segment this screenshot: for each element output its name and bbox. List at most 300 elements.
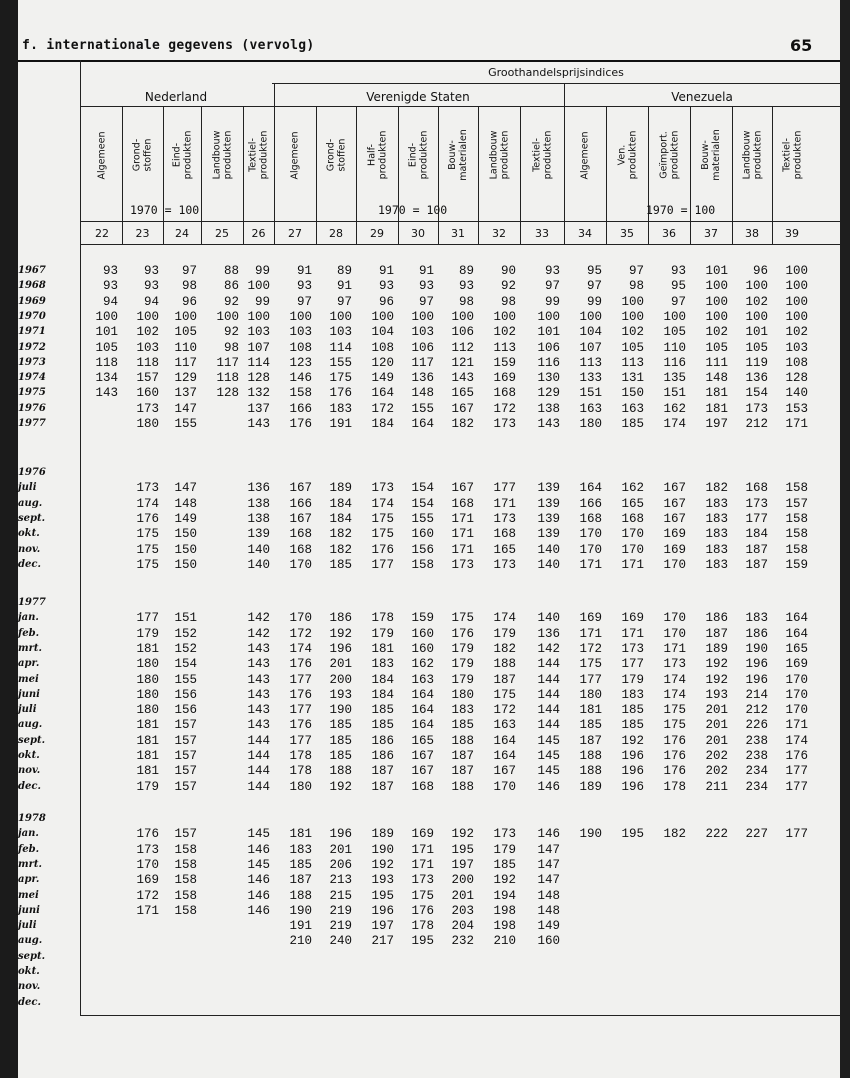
table-cell: 147	[537, 873, 560, 888]
table-cell: 157	[174, 749, 197, 763]
table-cell: 195	[451, 842, 474, 857]
table-cell: 168	[289, 527, 312, 542]
table-cell: 193	[371, 873, 394, 888]
table-cell: 143	[537, 417, 560, 431]
table-cell: 93	[143, 279, 159, 294]
table-cell: 176	[785, 749, 808, 763]
country-heading-nederland: Nederland	[144, 90, 208, 104]
column-number: 36	[662, 227, 676, 240]
table-cell: 192	[329, 626, 352, 641]
group-heading: Groothandelsprijsindices	[488, 66, 624, 79]
table-cell: 130	[537, 371, 560, 386]
table-cell: 194	[493, 888, 516, 903]
table-cell: 128	[216, 386, 239, 401]
table-cell: 189	[579, 779, 602, 794]
table-cell: 146	[247, 873, 270, 888]
column-number: 29	[370, 227, 384, 240]
table-cell: 106	[411, 340, 434, 355]
table-cell: 114	[247, 355, 270, 370]
table-cell: 174	[493, 611, 516, 626]
table-cell: 181	[289, 827, 312, 842]
table-cell: 175	[451, 611, 474, 626]
table-cell: 173	[493, 511, 516, 526]
table-cell: 158	[785, 481, 808, 496]
table-cell: 195	[411, 934, 434, 949]
table-cell: 177	[493, 481, 516, 496]
table-cell: 100	[371, 309, 394, 324]
column-header	[520, 108, 564, 202]
table-cell: 164	[411, 703, 434, 718]
table-cell: 185	[289, 857, 312, 872]
table-cell: 178	[371, 611, 394, 626]
table-cell: 145	[537, 749, 560, 763]
table-cell: 168	[289, 542, 312, 557]
table-cell: 94	[143, 294, 159, 309]
table-cell: 177	[136, 611, 159, 626]
table-cell: 188	[579, 764, 602, 779]
table-cell: 96	[378, 294, 394, 309]
table-cell: 133	[579, 371, 602, 386]
table-cell: 139	[537, 511, 560, 526]
table-cell: 144	[247, 733, 270, 748]
table-cell: 103	[247, 325, 270, 340]
table-cell: 177	[289, 672, 312, 687]
table-cell: 123	[289, 355, 312, 370]
table-cell: 166	[579, 496, 602, 511]
row-label: 1971	[18, 326, 46, 338]
table-cell: 174	[663, 417, 686, 431]
table-cell: 150	[174, 527, 197, 542]
table-cell: 187	[705, 626, 728, 641]
table-cell: 184	[371, 687, 394, 702]
table-cell: 94	[102, 294, 118, 309]
table-cell: 164	[411, 687, 434, 702]
table-cell: 176	[289, 417, 312, 431]
table-cell: 114	[329, 340, 352, 355]
table-cell: 151	[663, 386, 686, 401]
table-cell: 185	[451, 718, 474, 733]
table-cell: 187	[289, 873, 312, 888]
table-cell: 164	[785, 611, 808, 626]
table-cell: 97	[336, 294, 352, 309]
table-cell: 169	[621, 611, 644, 626]
row-label: 1968	[18, 280, 46, 292]
table-cell: 163	[411, 672, 434, 687]
table-cell: 100	[745, 309, 768, 324]
table-cell: 159	[493, 355, 516, 370]
table-cell: 148	[537, 903, 560, 918]
table-cell: 189	[705, 641, 728, 656]
row-label: mei	[18, 889, 39, 901]
table-cell: 148	[537, 888, 560, 903]
table-cell: 187	[451, 764, 474, 779]
table-cell: 174	[663, 687, 686, 702]
column-header-label: Ven. produkten	[616, 130, 638, 180]
table-cell: 100	[785, 294, 808, 309]
table-cell: 165	[451, 386, 474, 401]
table-cell: 196	[621, 764, 644, 779]
table-cell: 176	[136, 511, 159, 526]
column-number: 37	[704, 227, 718, 240]
row-label: dec.	[18, 558, 41, 570]
table-cell: 146	[537, 827, 560, 842]
table-cell: 172	[136, 888, 159, 903]
column-header	[564, 108, 606, 202]
table-cell: 98	[181, 279, 197, 294]
table-cell: 171	[451, 527, 474, 542]
table-cell: 175	[663, 703, 686, 718]
table-cell: 177	[785, 779, 808, 794]
table-cell: 97	[296, 294, 312, 309]
table-cell: 101	[537, 325, 560, 340]
base-year-nederland: 1970 = 100	[130, 203, 200, 217]
table-cell: 92	[223, 294, 239, 309]
table-cell: 181	[705, 386, 728, 401]
table-cell: 170	[785, 687, 808, 702]
table-cell: 113	[579, 355, 602, 370]
table-cell: 192	[371, 857, 394, 872]
table-cell: 202	[705, 764, 728, 779]
table-cell: 186	[745, 626, 768, 641]
table-cell: 129	[174, 371, 197, 386]
table-cell: 175	[136, 542, 159, 557]
table-cell: 181	[705, 401, 728, 416]
table-cell: 158	[785, 542, 808, 557]
table-cell: 105	[705, 340, 728, 355]
table-cell: 148	[174, 496, 197, 511]
table-cell: 185	[329, 718, 352, 733]
table-cell: 103	[411, 325, 434, 340]
table-cell: 102	[745, 294, 768, 309]
table-cell: 144	[247, 749, 270, 763]
table-cell: 164	[371, 386, 394, 401]
table-cell: 164	[493, 733, 516, 748]
table-cell: 170	[621, 527, 644, 542]
table-cell: 156	[174, 703, 197, 718]
table-cell: 100	[537, 309, 560, 324]
table-cell: 182	[663, 827, 686, 842]
table-cell: 93	[143, 264, 159, 278]
table-cell: 103	[329, 325, 352, 340]
table-cell: 179	[621, 672, 644, 687]
table-cell: 182	[329, 527, 352, 542]
table-cell: 150	[174, 557, 197, 572]
table-cell: 171	[663, 641, 686, 656]
table-cell: 103	[785, 340, 808, 355]
table-cell: 201	[705, 718, 728, 733]
table-cell: 181	[136, 718, 159, 733]
table-cell: 190	[371, 842, 394, 857]
table-cell: 171	[493, 496, 516, 511]
table-cell: 98	[458, 294, 474, 309]
table-cell: 188	[493, 657, 516, 672]
table-cell: 93	[296, 279, 312, 294]
table-cell: 181	[136, 764, 159, 779]
row-label: apr.	[18, 874, 40, 886]
colnum-top-rule	[80, 221, 840, 222]
column-header-label: Landbouw produkten	[741, 130, 763, 180]
table-cell: 175	[329, 371, 352, 386]
table-cell: 99	[544, 294, 560, 309]
table-cell: 136	[411, 371, 434, 386]
table-cell: 175	[411, 888, 434, 903]
table-cell: 175	[663, 718, 686, 733]
table-cell: 173	[493, 417, 516, 431]
column-number: 27	[288, 227, 302, 240]
table-cell: 180	[289, 779, 312, 794]
table-cell: 180	[136, 672, 159, 687]
table-cell: 196	[371, 903, 394, 918]
row-label: 1976	[18, 402, 46, 414]
row-label: 1977	[18, 597, 46, 608]
table-cell: 135	[663, 371, 686, 386]
table-cell: 99	[586, 294, 602, 309]
table-cell: 170	[663, 611, 686, 626]
table-cell: 168	[621, 511, 644, 526]
row-label: 1972	[18, 341, 46, 353]
table-cell: 177	[785, 764, 808, 779]
table-cell: 181	[371, 641, 394, 656]
table-cell: 176	[663, 764, 686, 779]
table-cell: 118	[216, 371, 239, 386]
table-cell: 155	[411, 401, 434, 416]
table-cell: 99	[254, 294, 270, 309]
table-cell: 183	[705, 496, 728, 511]
column-header	[243, 108, 274, 202]
table-cell: 197	[451, 857, 474, 872]
table-cell: 188	[289, 888, 312, 903]
table-cell: 164	[411, 417, 434, 431]
table-cell: 100	[705, 279, 728, 294]
table-cell: 182	[451, 417, 474, 431]
table-cell: 100	[95, 309, 118, 324]
table-cell: 178	[411, 919, 434, 934]
column-header-label: Textiel- produkten	[781, 130, 803, 180]
table-cell: 128	[785, 371, 808, 386]
table-cell: 192	[705, 672, 728, 687]
table-cell: 100	[136, 309, 159, 324]
table-cell: 118	[95, 355, 118, 370]
table-cell: 152	[174, 626, 197, 641]
table-cell: 100	[705, 294, 728, 309]
table-cell: 146	[247, 888, 270, 903]
row-label: 1973	[18, 356, 46, 368]
table-cell: 117	[216, 355, 239, 370]
table-cell: 173	[451, 557, 474, 572]
table-cell: 139	[537, 496, 560, 511]
table-cell: 101	[745, 325, 768, 340]
table-cell: 110	[174, 340, 197, 355]
table-cell: 139	[537, 527, 560, 542]
table-cell: 155	[174, 672, 197, 687]
table-cell: 140	[537, 611, 560, 626]
table-cell: 170	[663, 626, 686, 641]
table-cell: 100	[451, 309, 474, 324]
table-cell: 160	[537, 934, 560, 949]
table-cell: 93	[458, 279, 474, 294]
table-cell: 185	[329, 557, 352, 572]
column-number: 33	[535, 227, 549, 240]
table-cell: 166	[289, 496, 312, 511]
table-cell: 165	[621, 496, 644, 511]
table-cell: 110	[663, 340, 686, 355]
table-cell: 186	[705, 611, 728, 626]
table-cell: 211	[705, 779, 728, 794]
table-cell: 227	[745, 827, 768, 842]
table-cell: 168	[493, 527, 516, 542]
table-cell: 163	[621, 401, 644, 416]
table-cell: 89	[336, 264, 352, 278]
table-cell: 190	[329, 703, 352, 718]
table-cell: 190	[579, 827, 602, 842]
table-cell: 184	[371, 417, 394, 431]
table-cell: 168	[411, 779, 434, 794]
table-cell: 226	[745, 718, 768, 733]
table-cell: 143	[247, 718, 270, 733]
table-cell: 100	[705, 309, 728, 324]
table-cell: 183	[705, 542, 728, 557]
table-cell: 179	[493, 626, 516, 641]
table-cell: 170	[579, 542, 602, 557]
table-cell: 167	[663, 481, 686, 496]
column-number: 32	[492, 227, 506, 240]
table-cell: 185	[579, 718, 602, 733]
table-cell: 143	[247, 657, 270, 672]
table-cell: 158	[785, 511, 808, 526]
table-cell: 100	[174, 309, 197, 324]
column-header-label: Algemeen	[289, 131, 301, 179]
table-cell: 159	[411, 611, 434, 626]
row-label: mrt.	[18, 642, 42, 654]
table-cell: 117	[411, 355, 434, 370]
table-cell: 181	[136, 733, 159, 748]
table-cell: 108	[289, 340, 312, 355]
table-cell: 106	[451, 325, 474, 340]
table-cell: 164	[785, 626, 808, 641]
table-cell: 173	[411, 873, 434, 888]
table-cell: 186	[371, 733, 394, 748]
table-cell: 183	[289, 842, 312, 857]
table-cell: 154	[745, 386, 768, 401]
table-cell: 196	[621, 749, 644, 763]
table-cell: 158	[174, 903, 197, 918]
table-cell: 184	[329, 511, 352, 526]
table-cell: 168	[493, 386, 516, 401]
table-cell: 176	[411, 903, 434, 918]
table-cell: 158	[289, 386, 312, 401]
column-header	[690, 108, 732, 202]
row-label: 1975	[18, 387, 46, 399]
table-cell: 100	[579, 309, 602, 324]
column-header-label: Textiel- produkten	[247, 130, 270, 180]
row-label: sept.	[18, 950, 46, 962]
country-heading-verenigde-staten: Verenigde Staten	[366, 90, 470, 104]
table-cell: 100	[663, 309, 686, 324]
table-cell: 86	[223, 279, 239, 294]
page-title: f. internationale gegevens (vervolg)	[22, 38, 315, 53]
table-cell: 157	[174, 733, 197, 748]
table-cell: 158	[411, 557, 434, 572]
table-cell: 102	[621, 325, 644, 340]
table-cell: 234	[745, 764, 768, 779]
table-cell: 93	[102, 279, 118, 294]
table-cell: 134	[95, 371, 118, 386]
table-cell: 204	[451, 919, 474, 934]
column-header-label: Eind- produkten	[407, 130, 429, 180]
row-label: nov.	[18, 543, 41, 555]
table-cell: 92	[223, 325, 239, 340]
table-cell: 97	[544, 279, 560, 294]
table-cell: 183	[745, 611, 768, 626]
table-cell: 179	[451, 672, 474, 687]
table-cell: 177	[371, 557, 394, 572]
table-cell: 215	[329, 888, 352, 903]
table-cell: 113	[493, 340, 516, 355]
table-cell: 169	[493, 371, 516, 386]
table-cell: 196	[329, 641, 352, 656]
column-number: 38	[745, 227, 759, 240]
row-label: aug.	[18, 497, 43, 509]
table-cell: 191	[289, 919, 312, 934]
table-cell: 155	[174, 417, 197, 431]
table-cell: 140	[247, 542, 270, 557]
row-label: jan.	[18, 612, 39, 624]
table-cell: 116	[537, 355, 560, 370]
colnum-bottom-rule	[80, 244, 840, 245]
table-cell: 102	[136, 325, 159, 340]
column-header	[438, 108, 478, 202]
table-cell: 142	[247, 626, 270, 641]
table-cell: 168	[579, 511, 602, 526]
table-cell: 105	[745, 340, 768, 355]
table-cell: 238	[745, 733, 768, 748]
table-cell: 175	[579, 657, 602, 672]
table-cell: 137	[247, 401, 270, 416]
table-cell: 167	[411, 764, 434, 779]
table-cell: 128	[247, 371, 270, 386]
table-cell: 89	[458, 264, 474, 278]
table-cell: 200	[451, 873, 474, 888]
table-cell: 154	[411, 496, 434, 511]
column-number: 39	[785, 227, 799, 240]
table-cell: 160	[411, 641, 434, 656]
table-cell: 186	[329, 611, 352, 626]
row-label: okt.	[18, 966, 40, 977]
table-cell: 177	[621, 657, 644, 672]
table-cell: 185	[329, 733, 352, 748]
table-cell: 164	[411, 718, 434, 733]
table-cell: 165	[493, 542, 516, 557]
row-label: okt.	[18, 528, 40, 540]
table-cell: 196	[745, 657, 768, 672]
table-cell: 173	[663, 657, 686, 672]
row-label: apr.	[18, 658, 40, 670]
table-cell: 100	[247, 279, 270, 294]
table-cell: 232	[451, 934, 474, 949]
table-cell: 100	[329, 309, 352, 324]
table-cell: 173	[621, 641, 644, 656]
table-cell: 201	[705, 703, 728, 718]
table-cell: 144	[537, 672, 560, 687]
table-cell: 93	[102, 264, 118, 278]
row-label: sept.	[18, 512, 46, 524]
table-cell: 234	[745, 779, 768, 794]
table-cell: 172	[493, 401, 516, 416]
table-cell: 152	[174, 641, 197, 656]
table-cell: 183	[371, 657, 394, 672]
row-label: 1977	[18, 418, 46, 429]
table-cell: 185	[621, 703, 644, 718]
